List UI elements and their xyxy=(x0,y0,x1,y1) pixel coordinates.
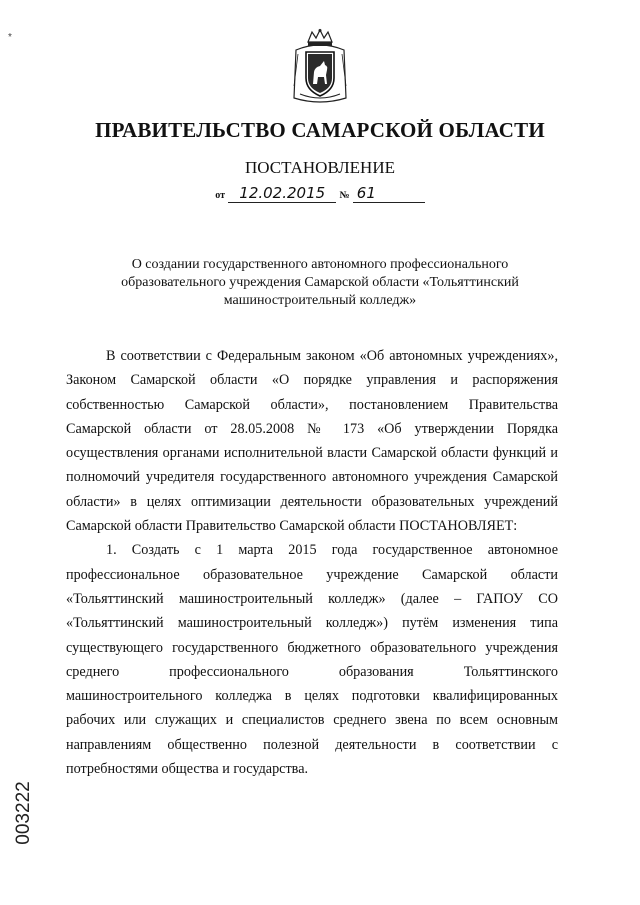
preamble-paragraph: В соответствии с Федеральным законом «Об автономных учреждениях», Законом Самарской области «О порядке управления и распоряжения собственностью Самарской области», постановлением Правительства Самарской области от 28.05.2008 № 173 «Об утверждении Порядка осуществления органами исполнительной власти Самарской области функций и полномочий учредителя государственного автономного учреждения Самарской области» в целях оптимизации деятельности образовательных учреждений Самарской области Правительство Самарской области ПОСТАНОВЛЯЕТ: xyxy=(66,348,558,535)
handwritten-date: 12.02.2015 xyxy=(228,184,336,203)
document-body xyxy=(66,344,558,781)
coat-of-arms-icon xyxy=(286,28,354,106)
handwritten-number: 61 xyxy=(353,184,425,203)
document-subject: О создании государственного автономного профессионального образовательного учреждения Самарской области «Тольяттинский машиностроительный колледж» xyxy=(121,257,519,308)
organization-title: ПРАВИТЕЛЬСТВО САМАРСКОЙ ОБЛАСТИ xyxy=(95,118,545,142)
side-page-number xyxy=(14,768,34,858)
side-number-text: 003222 xyxy=(13,781,34,845)
number-label: № xyxy=(339,190,350,201)
corner-mark: * xyxy=(8,32,12,43)
date-prefix: от xyxy=(215,190,225,201)
item-1-paragraph: 1. Создать с 1 марта 2015 года государственное автономное профессиональное образовательное учреждение Самарской области «Тольяттинский машиностроительный колледж» (далее – ГАПОУ СО «Тольяттинский машиностроительный колледж») путём изменения типа существующего государственного бюджетного образовательного учреждения среднего профессионального образования Тольяттинского машиностроительного колледжа в целях подготовки квалифицированных рабочих или служащих и специалистов среднего звена по всем основным направлениям общественно полезной деятельности в соответствии с потребностями общества и государства. xyxy=(66,542,558,778)
date-number-line xyxy=(0,184,640,203)
document-type: ПОСТАНОВЛЕНИЕ xyxy=(244,158,395,177)
